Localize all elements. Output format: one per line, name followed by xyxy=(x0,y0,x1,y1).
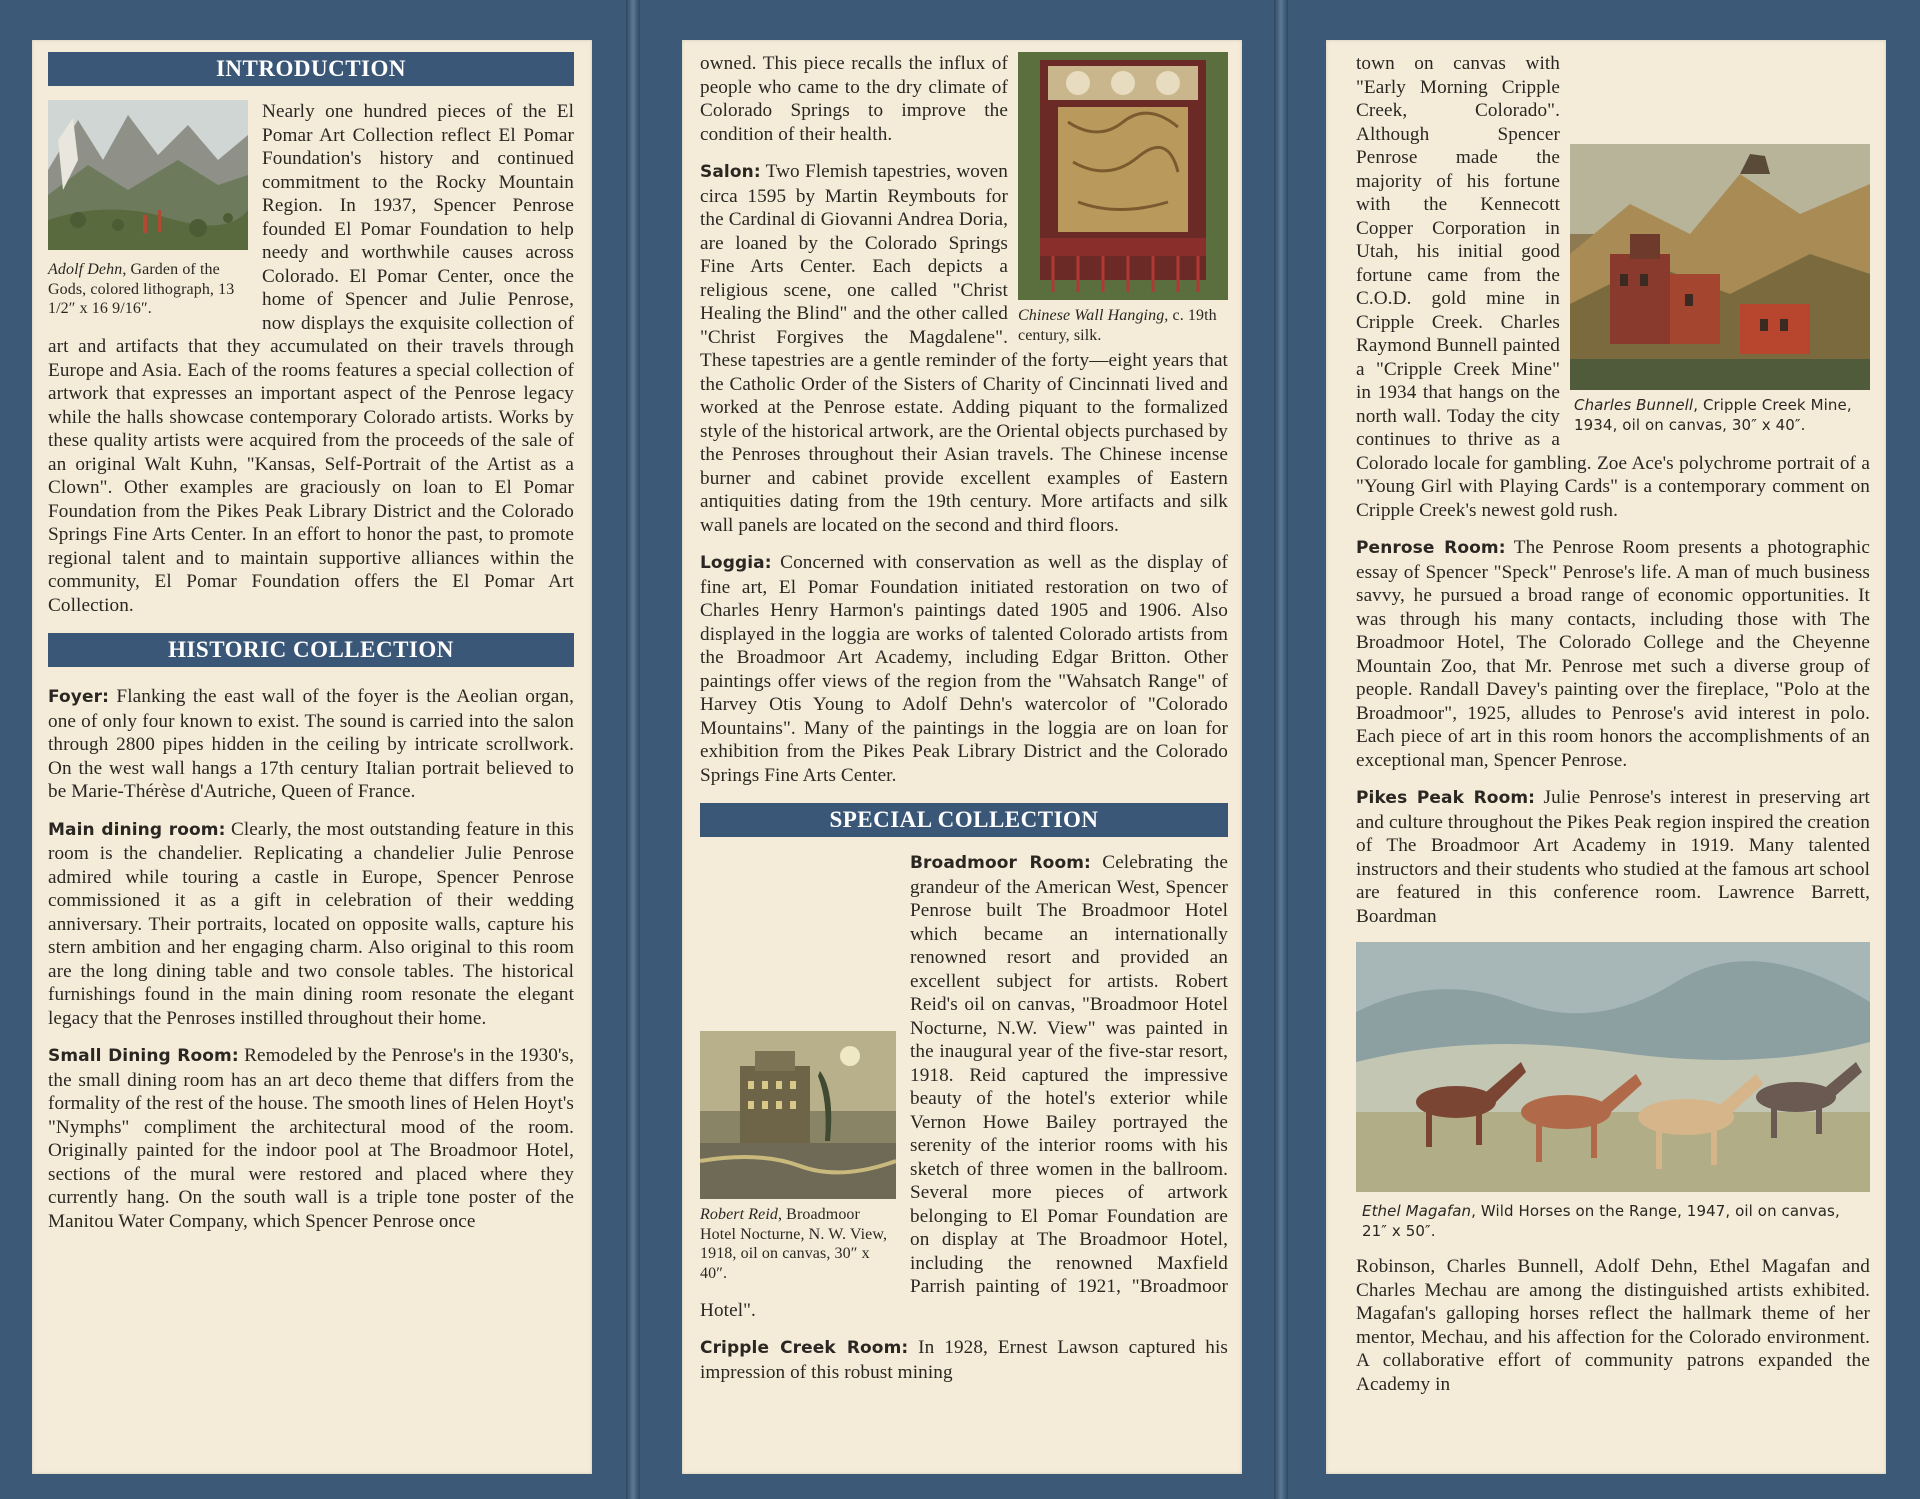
introduction-heading: INTRODUCTION xyxy=(48,52,574,86)
broadmoor-text: Celebrating the grandeur of the American West, Spencer Penrose built The Broadmoor Hotel which became an internationally renowned resort and provided an excellent subject for artists. Robert Reid's oil on canvas, "Broadmoor Hotel Nocturne, N.W. View" was painted in the inaugural year of the five-star resort, 1918. Reid captured the impressive beauty of the hotel's exterior while Vernon Howe Bailey portrayed the serenity of the interior rooms with his sketch of three women in the ballroom. Several more pieces of artwork belonging to El Pomar Foundation are on display at The Broadmoor Hotel, including the renowned Maxfield Parrish painting of 1921, "Broadmoor Hotel". xyxy=(700,852,1228,1321)
dehn-caption-artist: Adolf Dehn xyxy=(48,261,123,278)
historic-collection-heading: HISTORIC COLLECTION xyxy=(48,633,574,667)
broadmoor-hotel-nocturne-image xyxy=(700,1031,896,1199)
main-dining-text: Clearly, the most outstanding feature in this room is the chandelier. Replicating a chandelier Julie Penrose admired while touring a castle in Europe, Spencer Penrose commissioned it as a gift in celebration of their wedding anniversary. Their portraits, located on opposite walls, capture his stern ambition and her engaging charm. Also original to this room are the long dining table and two console tables. The historical furnishings found in the main dining room resonate the elegant legacy that the Penroses instilled throughout their home. xyxy=(48,818,574,1029)
dehn-caption xyxy=(48,260,248,319)
loggia-label: Loggia: xyxy=(700,553,772,573)
cripple-creek-label: Cripple Creek Room: xyxy=(700,1338,909,1358)
special-collection-heading: SPECIAL COLLECTION xyxy=(700,803,1228,837)
magafan-figure xyxy=(1356,942,1870,1241)
small-dining-paragraph xyxy=(48,1044,574,1233)
pikes-peak-label: Pikes Peak Room: xyxy=(1356,788,1536,808)
dehn-figure xyxy=(48,100,248,319)
introduction-text: Nearly one hundred pieces of the El Pomar Art Collection reflect El Pomar Foundation's history and continued commitment to the Rocky Mountain Region. In 1937, Spencer Penrose founded El Pomar Foundation to help needy and worthwhile causes across Colorado. El Pomar Center, once the home of Spencer and Julie Penrose, now displays the exquisite collection of art and artifacts that they accumulated on their travels through Europe and Asia. Each of the rooms features a special collection of artwork that expresses an important aspect of the Penrose legacy while the halls showcase contemporary Colorado artists. Works by these quality artists were acquired from the proceeds of the sale of an original Walt Kuhn, "Kansas, Self-Portrait of the Artist as a Clown". Other examples are graciously on loan to El Pomar Foundation from the Pikes Peak Library District and the Colorado Springs Fine Arts Center. In an effort to honor the past, to promote regional talent and to maintain supportive alliances within the community, El Pomar Foundation offers the El Pomar Art Collection. xyxy=(48,101,574,616)
wall-hanging-caption-title: Chinese Wall Hanging, xyxy=(1018,307,1169,324)
bunnell-caption-text: , Cripple Creek Mine, 1934, oil on canvas, 30″ x 40″. xyxy=(1574,396,1852,434)
bunnell-figure xyxy=(1570,144,1870,435)
cripple-creek-text: In 1928, Ernest Lawson captured his impression of this robust mining xyxy=(700,1337,1228,1383)
foyer-label: Foyer: xyxy=(48,687,109,707)
foyer-text: Flanking the east wall of the foyer is the Aeolian organ, one of only four known to exist. The sound is carried into the salon through 2800 pipes hidden in the ceiling by intricate scrollwork. On the west wall hangs a 17th century Italian portrait believed to be Marie-Thérèse d'Autriche, Queen of France. xyxy=(48,686,574,802)
magafan-caption xyxy=(1362,1202,1852,1241)
small-dining-label: Small Dining Room: xyxy=(48,1046,239,1066)
broadmoor-label: Broadmoor Room: xyxy=(910,853,1091,873)
wall-hanging-caption-text: c. 19th century, silk. xyxy=(1018,307,1217,344)
loggia-text: Concerned with conservation as well as the display of fine art, El Pomar Foundation initiated restoration on two of Charles Henry Harmon's paintings dated 1905 and 1906. Also displayed in the loggia are works of talented Colorado artists from the Broadmoor Art Academy, including Edgar Britton. Other paintings offer views of the region from the "Wahsatch Range" of Harvey Otis Young to Adolf Dehn's watercolor of "Colorado Mountains". Many of the paintings in the loggia are on loan for exhibition from the Pikes Peak Library District and the Colorado Springs Fine Arts Center. xyxy=(700,552,1228,786)
reid-caption-artist: Robert Reid xyxy=(700,1206,778,1223)
wall-hanging-continued-text: owned. This piece recalls the influx of people who came to the dry climate of Colorado Springs to improve the condition of their health. xyxy=(700,53,1008,145)
pikes-peak-paragraph xyxy=(1356,786,1870,928)
bunnell-caption-artist: Charles Bunnell xyxy=(1574,396,1694,414)
penrose-room-label: Penrose Room: xyxy=(1356,538,1506,558)
salon-label: Salon: xyxy=(700,162,761,182)
reid-caption xyxy=(700,1205,896,1283)
loggia-paragraph xyxy=(700,551,1228,787)
small-dining-text: Remodeled by the Penrose's in the 1930's, the small dining room has an art deco theme that differs from the formality of the rest of the house. The smooth lines of Helen Hoyt's "Nymphs" compliment the architectural mood of the room. Originally painted for the indoor pool at The Broadmoor Hotel, sections of the mural were restored and placed where they currently hang. On the south wall is a triple tone poster of the Manitou Water Company, which Spencer Penrose once xyxy=(48,1045,574,1232)
cripple-creek-continued-text: town on canvas with "Early Morning Cripple Creek, Colorado". Although Spencer Penrose made the majority of his fortune with the Kennecott Copper Corporation in Utah, his initial good fortune came from the C.O.D. gold mine in Cripple Creek. Charles Raymond Bunnell painted a "Cripple Creek Mine" in 1934 that hangs on the north wall. Today the city continues to thrive as a Colorado locale for gambling. Zoe Ace's polychrome portrait of a "Young Girl with Playing Cards" is a contemporary comment on Cripple Creek's newest gold rush. xyxy=(1356,53,1870,521)
pikes-peak-text: Julie Penrose's interest in preserving art and culture throughout the Pikes Peak region inspired the creation of The Broadmoor Art Academy in 1919. Many talented instructors and their students who studied at the famous art school are featured in this conference room. Lawrence Barrett, Boardman xyxy=(1356,787,1871,927)
penrose-room-paragraph xyxy=(1356,536,1870,772)
foyer-paragraph xyxy=(48,685,574,804)
magafan-caption-text: , Wild Horses on the Range, 1947, oil on canvas, 21″ x 50″. xyxy=(1362,1202,1840,1240)
panel-2-column xyxy=(700,52,1228,1384)
chinese-wall-hanging-image xyxy=(1018,52,1228,300)
garden-of-the-gods-image xyxy=(48,100,248,250)
fold-right xyxy=(1274,0,1288,1499)
reid-caption-text: , Broadmoor Hotel Nocturne, N. W. View, 1918, oil on canvas, 30″ x 40″. xyxy=(700,1206,888,1282)
fold-left xyxy=(626,0,640,1499)
cripple-creek-mine-image xyxy=(1570,144,1870,390)
academy-continued-text: Robinson, Charles Bunnell, Adolf Dehn, Ethel Magafan and Charles Mechau are among the distinguished artists exhibited. Magafan's galloping horses reflect the hallmark theme of her mentor, Mechau, and his affection for the Colorado environment. A collaborative effort of community patrons expanded the Academy in xyxy=(1356,1256,1870,1395)
main-dining-label: Main dining room: xyxy=(48,819,226,840)
reid-figure xyxy=(700,1031,896,1283)
bunnell-caption xyxy=(1574,396,1870,435)
penrose-room-text: The Penrose Room presents a photographic essay of Spencer "Speck" Penrose's life. A man of much business savvy, he pursued a broad range of economic opportunities. It was through his many contacts, including those with The Broadmoor Hotel, The Colorado College and the Cheyenne Mountain Zoo, that Mr. Penrose met such a diverse group of people. Randall Davey's painting over the fireplace, "Polo at the Broadmoor", 1925, alludes to Penrose's avid interest in polo. Each piece of art in this room honors the accomplishments of an exceptional man, Spencer Penrose. xyxy=(1356,537,1870,771)
wild-horses-image xyxy=(1356,942,1870,1192)
wall-hanging-figure xyxy=(1018,52,1228,345)
salon-text: Two Flemish tapestries, woven circa 1595 by Martin Reymbouts for the Cardinal di Giovanni Andrea Doria, are loaned by the Colorado Springs Fine Arts Center. Each depicts a religious scene, one called "Christ Healing the Blind" and the other called "Christ Forgives the Magdalene". These tapestries are a gentle reminder of the forty—eight years that the Catholic Order of the Sisters of Charity of Cincinnati lived and worked at the Penrose estate. Adding piquant to the formalized style of the historical artwork, are the Oriental objects purchased by the Penroses throughout their Asian travels. The Chinese incense burner and cabinet provide excellent examples of Eastern antiquities dating from the 19th century. More artifacts and silk wall panels are located on the second and third floors. xyxy=(700,161,1228,536)
panel-1-column xyxy=(48,52,574,1233)
magafan-caption-artist: Ethel Magafan xyxy=(1362,1202,1472,1220)
wall-hanging-caption xyxy=(1018,306,1228,345)
cripple-creek-paragraph xyxy=(700,1336,1228,1384)
panel-3-column xyxy=(1356,52,1870,1396)
main-dining-paragraph xyxy=(48,818,574,1031)
dehn-caption-text: , Garden of the Gods, colored lithograph, 13 1/2″ x 16 9/16″. xyxy=(48,261,235,317)
